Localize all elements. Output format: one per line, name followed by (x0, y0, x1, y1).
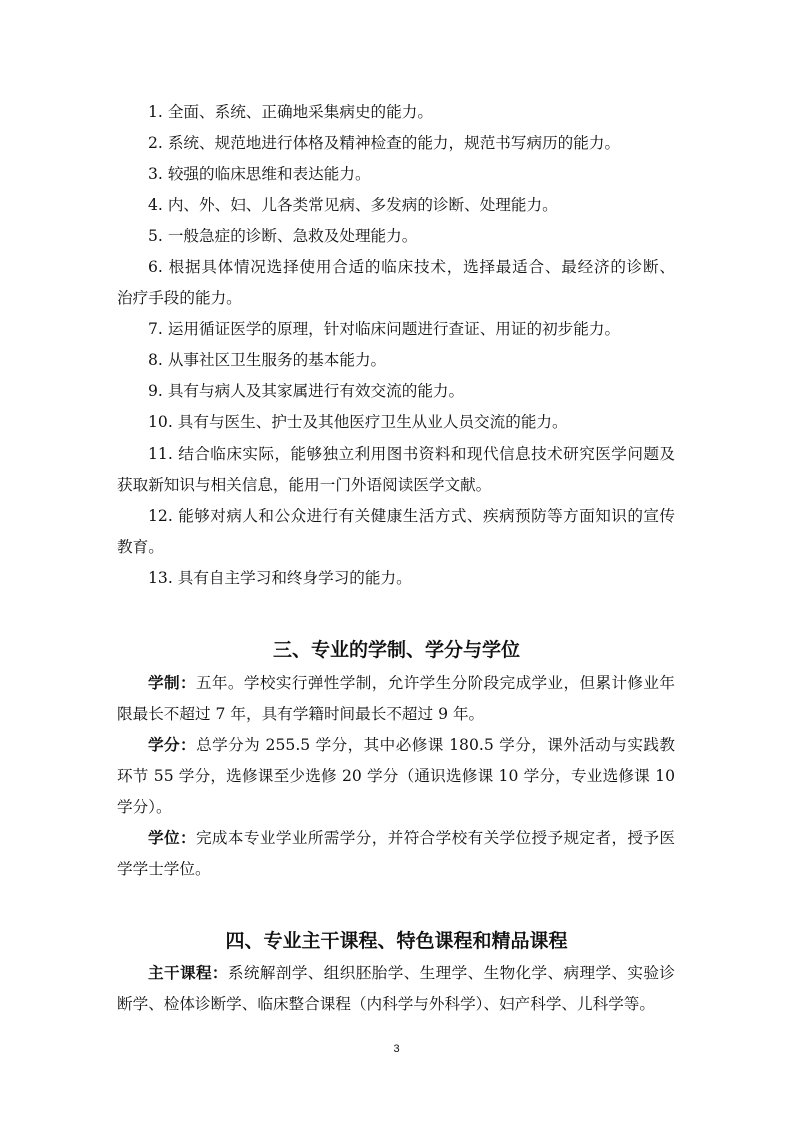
paragraph-line (117, 989, 675, 1020)
paragraph-line-first (117, 958, 675, 989)
paragraph-line-first (117, 252, 675, 283)
paragraph-line-first (117, 730, 675, 761)
line-text: 学学士学位。 (117, 860, 211, 879)
paragraph-line-first (117, 407, 675, 438)
paragraph-line-first (117, 159, 675, 190)
line-text: 10. 具有与医生、护士及其他医疗卫生从业人员交流的能力。 (148, 413, 568, 432)
paragraph-label: 学分： (148, 735, 197, 754)
paragraph-line-first (117, 439, 675, 470)
paragraph-line-first (117, 314, 675, 345)
line-text: 总学分为 255.5 学分，其中必修课 180.5 学分，课外活动与实践教 (196, 735, 675, 754)
paragraph-label: 主干课程： (148, 963, 228, 982)
line-text: 11. 结合临床实际，能够独立利用图书资料和现代信息技术研究医学问题及 (148, 444, 675, 463)
section-3-body (117, 668, 675, 886)
paragraph-line (117, 470, 675, 501)
line-text: 8. 从事社区卫生服务的基本能力。 (148, 351, 387, 370)
line-text: 教育。 (117, 537, 164, 556)
page-number: 3 (393, 1043, 400, 1055)
paragraph-line-first (117, 190, 675, 221)
line-text: 2. 系统、规范地进行体格及精神检查的能力，规范书写病历的能力。 (148, 133, 621, 152)
paragraph-line-first (117, 376, 675, 407)
paragraph-line-first (117, 501, 675, 532)
paragraph-label: 学制： (148, 673, 196, 692)
paragraph-line (117, 761, 675, 792)
line-text: 完成本专业学业所需学分，并符合学校有关学位授予规定者，授予医 (195, 828, 675, 847)
paragraph-label: 学位： (148, 828, 196, 847)
paragraph-line-first (117, 345, 675, 376)
line-text: 断学、检体诊断学、临床整合课程（内科学与外科学）、妇产科学、儿科学等。 (117, 994, 655, 1013)
line-text: 治疗手段的能力。 (117, 289, 242, 308)
line-text: 12. 能够对病人和公众进行有关健康生活方式、疾病预防等方面知识的宣传 (148, 506, 675, 525)
line-text: 4. 内、外、妇、儿各类常见病、多发病的诊断、处理能力。 (148, 195, 558, 214)
paragraph-line (117, 532, 675, 563)
line-text: 5. 一般急症的诊断、急救及处理能力。 (148, 226, 418, 245)
paragraph-line-first (117, 563, 675, 594)
line-text: 获取新知识与相关信息，能用一门外语阅读医学文献。 (117, 475, 492, 494)
paragraph-line-first (117, 128, 675, 159)
line-text: 9. 具有与病人及其家属进行有效交流的能力。 (148, 382, 465, 401)
section-4-body (117, 958, 675, 1020)
line-text: 1. 全面、系统、正确地采集病史的能力。 (148, 102, 433, 121)
section-4-heading: 四、专业主干课程、特色课程和精品课程 (225, 930, 568, 952)
line-text: 学分）。 (117, 797, 172, 816)
line-text: 系统解剖学、组织胚胎学、生理学、生物化学、病理学、实验诊 (227, 963, 675, 982)
paragraph-line-first (117, 221, 675, 252)
line-text: 环节 55 学分，选修课至少选修 20 学分（通识选修课 10 学分，专业选修课 10 (117, 766, 675, 785)
line-text: 6. 根据具体情况选择使用合适的临床技术，选择最适合、最经济的诊断、 (148, 257, 675, 276)
line-text: 五年。学校实行弹性学制，允许学生分阶段完成学业，但累计修业年 (195, 673, 675, 692)
paragraph-line (117, 854, 675, 885)
line-text: 7. 运用循证医学的原理，针对临床问题进行查证、用证的初步能力。 (148, 320, 621, 339)
paragraph-line (117, 792, 675, 823)
section-3-heading: 三、专业的学制、学分与学位 (272, 639, 520, 661)
line-text: 限最长不超过 7 年，具有学籍时间最长不超过 9 年。 (117, 704, 485, 723)
paragraph-line-first (117, 97, 675, 128)
abilities-list (117, 97, 675, 595)
line-text: 13. 具有自主学习和终身学习的能力。 (148, 568, 412, 587)
paragraph-line-first (117, 668, 675, 699)
line-text: 3. 较强的临床思维和表达能力。 (148, 164, 371, 183)
paragraph-line (117, 699, 675, 730)
paragraph-line-first (117, 823, 675, 854)
paragraph-line (117, 283, 675, 314)
